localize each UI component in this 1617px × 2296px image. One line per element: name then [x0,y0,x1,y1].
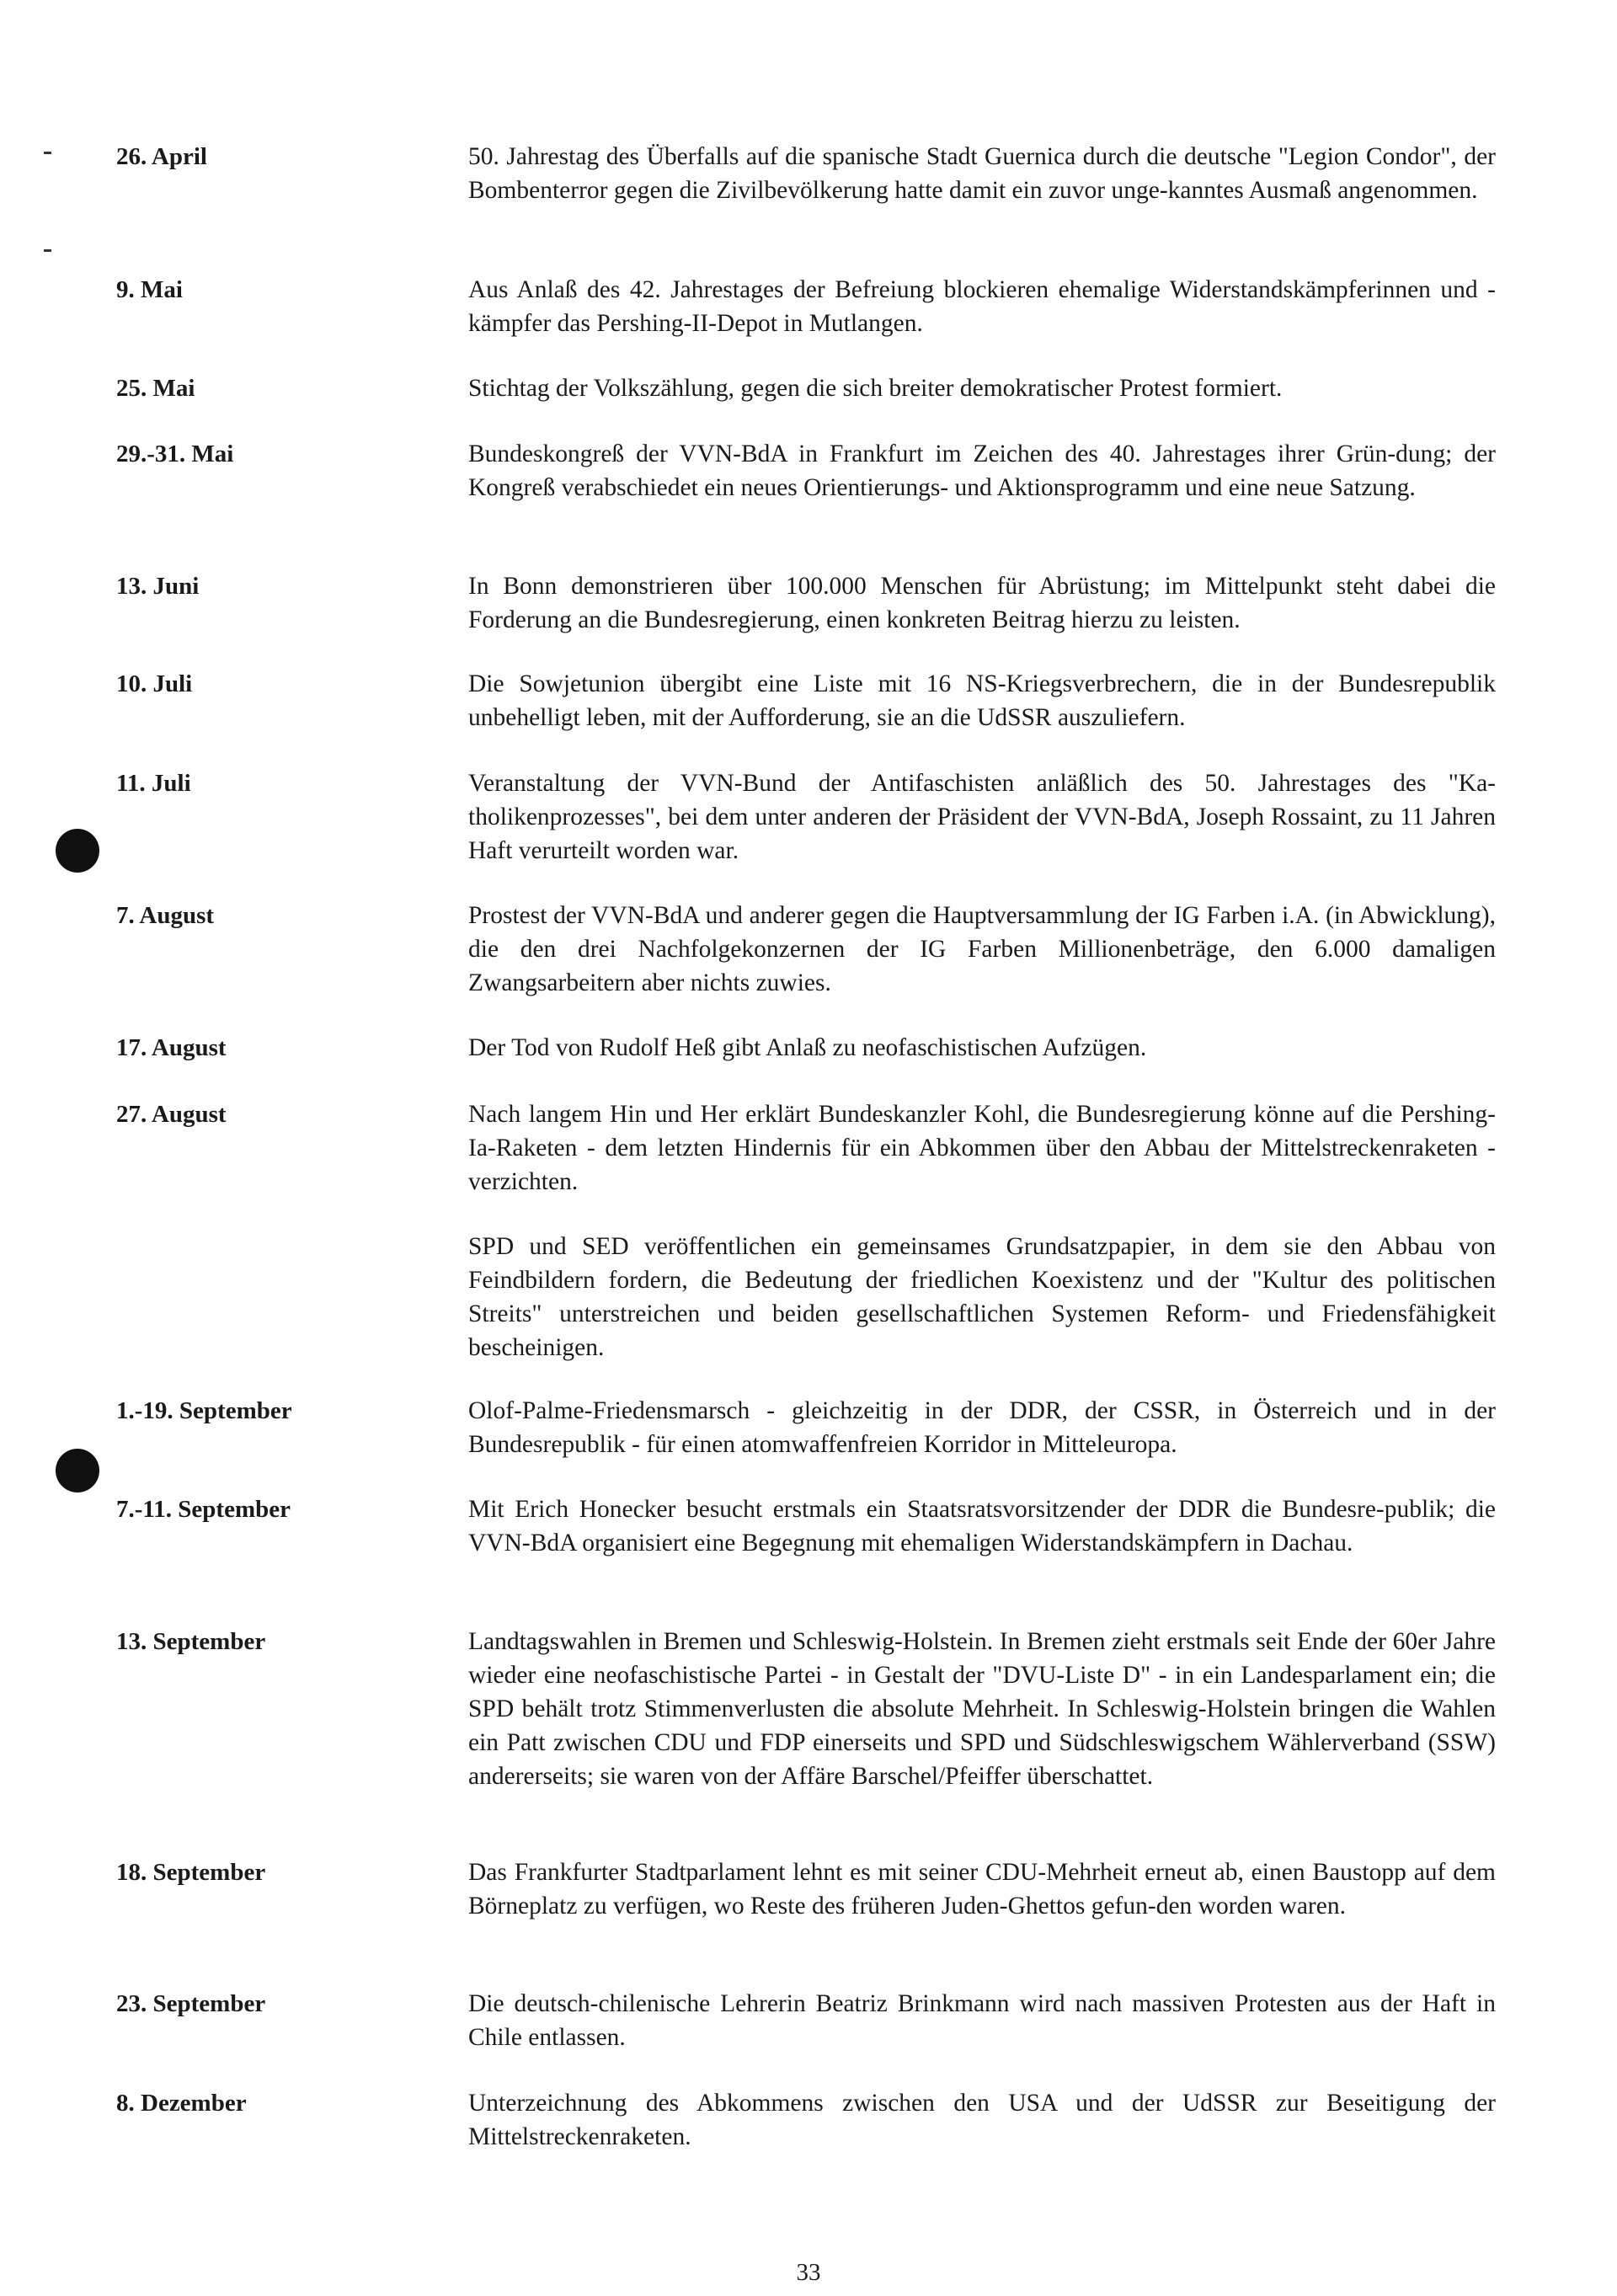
entry-text: Die deutsch-chilenische Lehrerin Beatriz Brinkmann wird nach massiven Protesten aus der Haft in Chile entlassen. [468,1990,1496,2051]
punch-hole [56,829,99,873]
entry-date: 7. August [116,902,215,929]
entry-text: Unterzeichnung des Abkommens zwischen den USA und der UdSSR zur Beseitigung der Mittelstreckenraketen. [468,2090,1496,2150]
entry-text: Der Tod von Rudolf Heß gibt Anlaß zu neofaschistischen Aufzügen. [468,1034,1147,1061]
entry-date: 25. Mai [116,375,195,402]
entry-date: 13. Juni [116,573,200,600]
entry-text: Olof-Palme-Friedensmarsch - gleichzeitig in der DDR, der CSSR, in Österreich und in der Bundesrepublik - für einen atomwaffenfreien Korridor in Mitteleuropa. [468,1397,1496,1458]
entry-text: Mit Erich Honecker besucht erstmals ein Staatsratsvorsitzender der DDR die Bundesre-publik; die VVN-BdA organisiert eine Begegnung mit ehemaligen Widerstandskämpfern in Dachau. [468,1496,1496,1556]
entry-date: 29.-31. Mai [116,441,234,467]
entry-text: SPD und SED veröffentlichen ein gemeinsames Grundsatzpapier, in dem sie den Abbau von Feindbildern fordern, die Bedeutung der friedlichen Koexistenz und der "Kultur des politischen Streits" unterstreichen und beiden gesellschaftlichen Systemen Reform- und Friedensfähigkeit bescheinigen. [468,1233,1496,1361]
entry-date: 7.-11. September [116,1496,291,1523]
entry-date: 9. Mai [116,276,183,303]
entry-date: 18. September [116,1859,266,1886]
entry-date: 26. April [116,143,207,170]
entry-text: Das Frankfurter Stadtparlament lehnt es mit seiner CDU-Mehrheit erneut ab, einen Baustopp auf dem Börneplatz zu verfügen, wo Reste des früheren Juden-Ghettos gefun-den worden waren. [468,1859,1496,1920]
entry-text: 50. Jahrestag des Überfalls auf die spanische Stadt Guernica durch die deutsche "Legion Condor", der Bombenterror gegen die Zivilbevölkerung hatte damit ein zuvor unge-kanntes Ausmaß angenommen. [468,143,1496,204]
entry-text: Aus Anlaß des 42. Jahrestages der Befreiung blockieren ehemalige Widerstandskämpferinnen und -kämpfer das Pershing-II-Depot in Mutlangen. [468,276,1496,337]
entry-text: Veranstaltung der VVN-Bund der Antifaschisten anläßlich des 50. Jahrestages des "Ka-tholikenprozesses", bei dem unter anderen der Präsident der VVN-BdA, Joseph Rossaint, zu 11 Jahren Haft verurteilt worden war. [468,770,1496,864]
entry-text: Prostest der VVN-BdA und anderer gegen die Hauptversammlung der IG Farben i.A. (in Abwicklung), die den drei Nachfolgekonzernen der IG Farben Millionenbeträge, den 6.000 damaligen Zwangsarbeitern aber nichts zuwies. [468,902,1496,996]
page-number: 33 [796,2259,821,2286]
entry-date: 11. Juli [116,770,191,797]
entry-date: 17. August [116,1034,227,1061]
entry-date: 23. September [116,1990,266,2017]
scan-edge-mark [44,152,51,154]
entry-date: 8. Dezember [116,2090,247,2117]
punch-hole [56,1449,99,1492]
entry-text: Nach langem Hin und Her erklärt Bundeskanzler Kohl, die Bundesregierung könne auf die Pershing-Ia-Raketen - dem letzten Hindernis für ein Abkommen über den Abbau der Mittelstreckenraketen - verzichten. [468,1101,1496,1195]
scan-edge-mark [44,249,51,252]
entry-text: Landtagswahlen in Bremen und Schleswig-Holstein. In Bremen zieht erstmals seit Ende der 60er Jahre wieder eine neofaschistische Partei - in Gestalt der "DVU-Liste D" - in ein Landesparlament ein; die SPD behält trotz Stimmenverlusten die absolute Mehrheit. In Schleswig-Holstein bringen die Wahlen ein Patt zwischen CDU und FDP einerseits und SPD und Südschleswigschem Wählerverband (SSW) andererseits; sie waren von der Affäre Barschel/Pfeiffer überschattet. [468,1628,1496,1790]
entry-date: 13. September [116,1628,266,1655]
entry-date: 1.-19. September [116,1397,292,1424]
entry-text: Stichtag der Volkszählung, gegen die sich breiter demokratischer Protest formiert. [468,375,1283,402]
entry-text: Bundeskongreß der VVN-BdA in Frankfurt im Zeichen des 40. Jahrestages ihrer Grün-dung; der Kongreß verabschiedet ein neues Orientierungs- und Aktionsprogramm und eine neue Satzung. [468,441,1496,501]
entry-text: Die Sowjetunion übergibt eine Liste mit 16 NS-Kriegsverbrechern, die in der Bundesrepublik unbehelligt leben, mit der Aufforderung, sie an die UdSSR auszuliefern. [468,670,1496,731]
entry-date: 27. August [116,1101,227,1128]
entry-text: In Bonn demonstrieren über 100.000 Menschen für Abrüstung; im Mittelpunkt steht dabei die Forderung an die Bundesregierung, einen konkreten Beitrag hierzu zu leisten. [468,573,1496,633]
entry-date: 10. Juli [116,670,193,697]
